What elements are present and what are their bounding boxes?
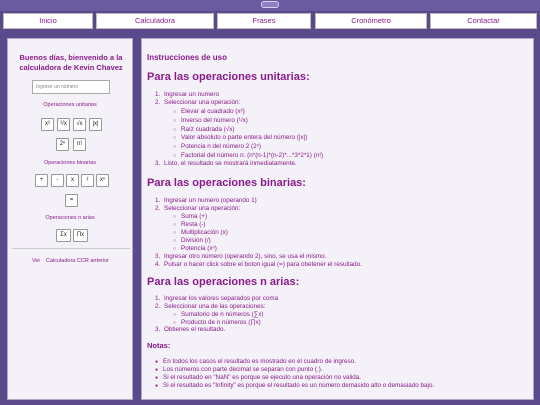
nary-label: Operaciones n arias xyxy=(45,215,95,221)
instructions-panel xyxy=(141,38,534,400)
calculator-panel xyxy=(7,38,133,400)
window-top-bar xyxy=(0,0,540,11)
instructions-title: Instrucciones de uso xyxy=(147,53,228,62)
footer-prefix: Ver xyxy=(32,258,41,264)
list-item: 3. Listo, el resultado se mostrará inmediatamente. xyxy=(155,160,297,167)
sqrt-button[interactable]: √x xyxy=(73,118,86,131)
factorial-button[interactable]: n! xyxy=(73,138,86,151)
list-item: ○ Producto de n números (∏x) xyxy=(173,319,261,326)
multiply-button[interactable]: x xyxy=(66,174,79,187)
list-item: 2. Seleccionar una operación: xyxy=(155,205,241,212)
list-item: ● Si el resultado en "NaN" es porque se ejecuto una operación no valida. xyxy=(155,374,362,381)
list-item: ○ Potencia n del número 2 (2ⁿ) xyxy=(173,143,262,150)
list-item: ○ Factorial del número n: (n*(n-1)*(n-2)*...*3*2*1) (n!) xyxy=(173,152,324,159)
list-item: 2. Seleccionar una operación: xyxy=(155,99,241,106)
unitary-heading: Para las operaciones unitarias: xyxy=(147,71,310,83)
list-item: ○ Multiplicación (x) xyxy=(173,229,228,236)
list-item: ○ Elevar al cuadrado (x²) xyxy=(173,108,245,115)
equals-button[interactable]: = xyxy=(65,194,78,207)
nav-cronometro[interactable]: Cronómetro xyxy=(315,13,427,29)
power-of-two-button[interactable]: 2ⁿ xyxy=(56,138,69,151)
nav-calculadora[interactable]: Calculadora xyxy=(96,13,214,29)
list-item: 3. Obtienes el resultado. xyxy=(155,326,226,333)
number-input[interactable]: Ingrese un número xyxy=(32,80,110,94)
list-item: ○ Suma (+) xyxy=(173,213,208,220)
list-item: ○ Resta (-) xyxy=(173,221,206,228)
binary-heading: Para las operaciones binarias: xyxy=(147,177,306,189)
greeting-text: Buenos días, bienvenido a la calculadora de Kevin Chavez xyxy=(19,53,123,72)
list-item: 2. Seleccionar una de las operaciones: xyxy=(155,303,266,310)
list-item: ○ Inverso del número (¹/x) xyxy=(173,117,248,124)
summation-button[interactable]: Σx xyxy=(56,229,71,242)
product-button[interactable]: Πx xyxy=(73,229,88,242)
nav-contactar[interactable]: Contactar xyxy=(430,13,537,29)
unitary-label: Operaciones unitarias xyxy=(43,102,97,108)
list-item: 1. Ingresar los valores separados por coma xyxy=(155,295,279,302)
inverse-button[interactable]: ¹/x xyxy=(57,118,70,131)
binary-label: Operaciones binarias xyxy=(44,160,96,166)
top-navigation xyxy=(0,11,540,33)
previous-calculator-link[interactable]: Calculadora CCR anterior xyxy=(46,258,109,264)
abs-button[interactable]: |x| xyxy=(89,118,102,131)
list-item: 3. Ingresar otro número (operando 2), sino, se usa el mismo. xyxy=(155,253,327,260)
list-item: ○ Valor absoluto o parte entera del número (|x|) xyxy=(173,134,308,141)
list-item: ○ Raíz cuadrada (√x) xyxy=(173,126,235,133)
divider xyxy=(12,248,130,249)
list-item: ● Si el resultado es "Infinity" es porque el resultado es un número demasido alto o demasiado bajo. xyxy=(155,382,435,389)
list-item: ○ Sumatorio de n números (∑x) xyxy=(173,311,264,318)
list-item: 4. Pulsar o hacer click sobre el boton igual (=) para obetener el resultado. xyxy=(155,261,362,268)
nary-heading: Para las operaciones n arias: xyxy=(147,276,300,288)
list-item: ○ Potencia (xⁿ) xyxy=(173,245,217,252)
list-item: ● En todos los casos el resultado es mostrado en el cuadro de ingreso. xyxy=(155,358,356,365)
nav-frases[interactable]: Frases xyxy=(217,13,311,29)
notes-heading: Notas: xyxy=(147,341,171,350)
list-item: 1. Ingresar un numero (operando 1) xyxy=(155,197,257,204)
nav-inicio[interactable]: Inicio xyxy=(3,13,93,29)
add-button[interactable]: + xyxy=(35,174,48,187)
list-item: 1. Ingresar un numero xyxy=(155,91,219,98)
power-button[interactable]: xⁿ xyxy=(96,174,109,187)
subtract-button[interactable]: - xyxy=(51,174,64,187)
window-grip-handle[interactable] xyxy=(261,1,279,8)
list-item: ○ División (/) xyxy=(173,237,211,244)
list-item: ● Los números con parte decimal se separan con punto (.). xyxy=(155,366,323,373)
square-button[interactable]: x² xyxy=(41,118,54,131)
divide-button[interactable]: / xyxy=(81,174,94,187)
